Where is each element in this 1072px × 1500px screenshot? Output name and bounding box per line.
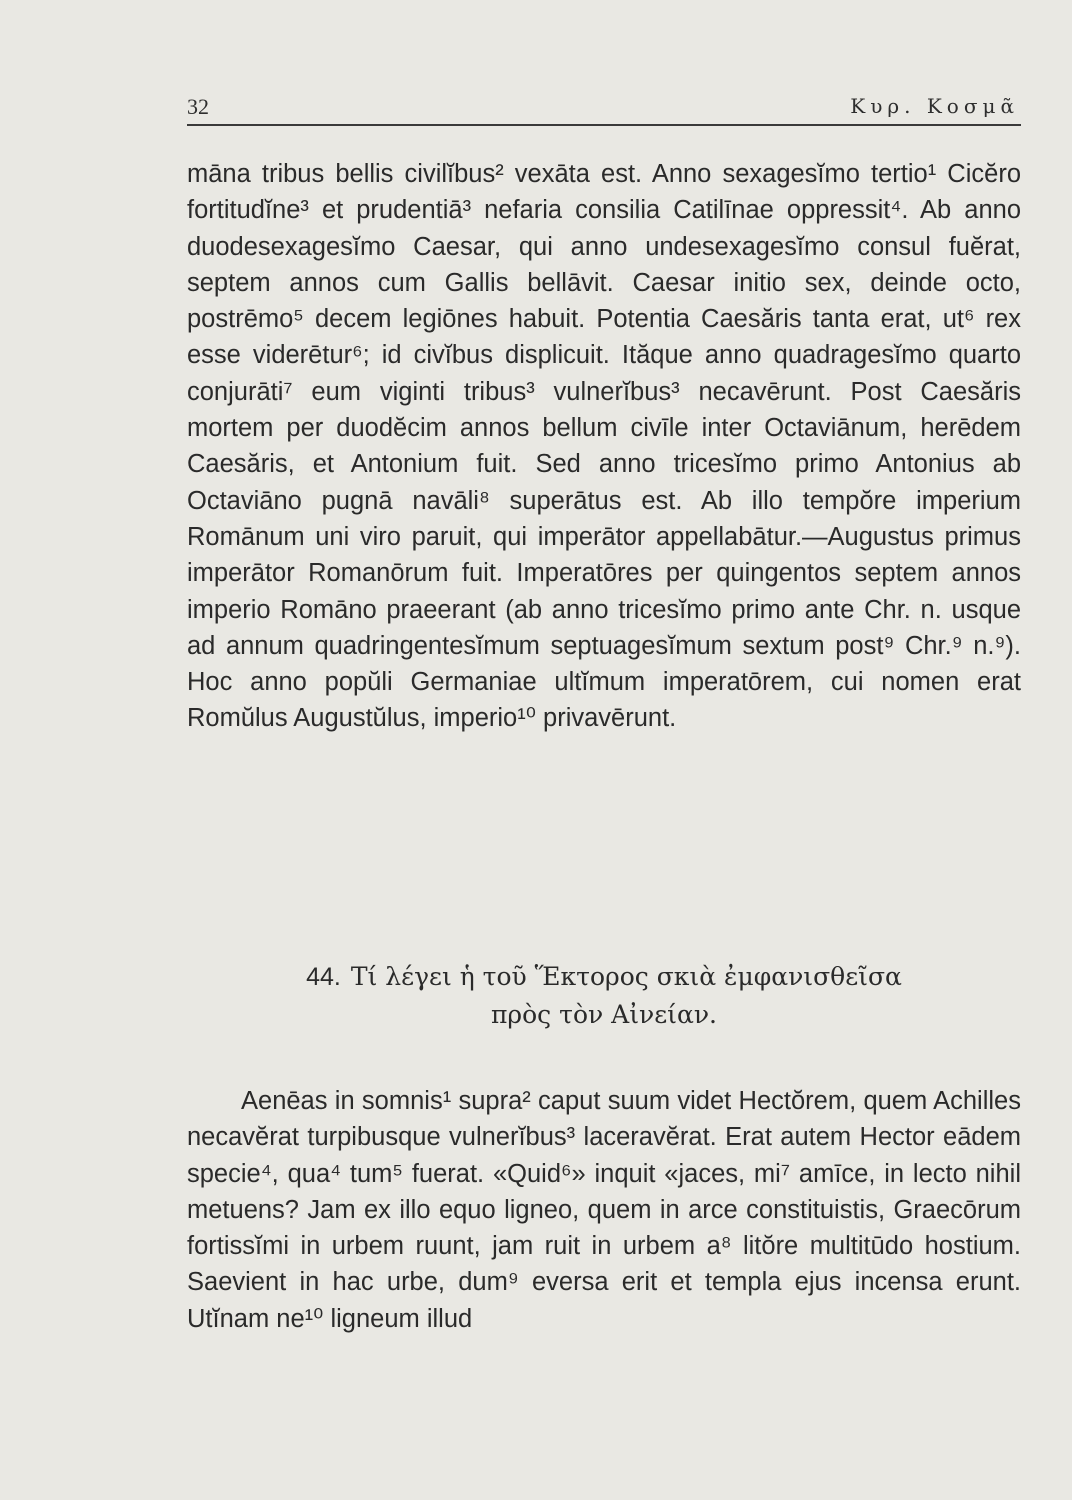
header-rule	[187, 124, 1021, 126]
running-head: Κυρ. Κοσμᾶ	[850, 94, 1019, 118]
section-heading	[187, 958, 1021, 1034]
section-title-line-1	[187, 958, 1021, 996]
main-paragraph: māna tribus bellis civilĭbus² vexāta est. Anno sexagesĭmo tertio¹ Cicĕro fortitudĭne³ et prudentiā³ nefaria consilia Catilīnae oppressit⁴. Ab anno duodesexagesĭmo Caesar, qui anno undesexagesĭmo consul fuĕrat, septem annos cum Gallis bellāvit. Caesar initio sex, deinde octo, postrēmo⁵ decem legiōnes habuit. Potentia Caesăris tanta erat, ut⁶ rex esse viderētur⁶; id civĭbus displicuit. Ităque anno quadragesĭmo quarto conjurāti⁷ eum viginti tribus³ vulnerĭbus³ necavērunt. Post Caesăris mortem per duodĕcim annos bellum civīle inter Octaviānum, herēdem Caesăris, et Antonium fuit. Sed anno tricesĭmo primo Antonius ab Octaviāno pugnā navāli⁸ superātus est. Ab illo tempŏre imperium Romānum uni viro paruit, qui imperātor appellabātur.—Augustus primus imperātor Romanōrum fuit. Imperatōres per quingentos septem annos imperio Romāno praeerant (ab anno tricesĭmo primo ante Chr. n. usque ad annum quadringentesĭmum septuagesĭmum sextum post⁹ Chr.⁹ n.⁹). Hoc anno popŭli Germaniae ultĭmum imperatōrem, cui nomen erat Romŭlus Augustŭlus, imperio¹⁰ privavērunt.	[187, 160, 1021, 733]
page-number: 32	[187, 94, 209, 119]
main-text-block	[187, 156, 1021, 737]
section-paragraph: Aenēas in somnis¹ supra² caput suum videt Hectŏrem, quem Achilles necavĕrat turpibusque vulnerĭbus³ laceravĕrat. Erat autem Hector eādem specie⁴, qua⁴ tum⁵ fuerat. «Quid⁶» inquit «jaces, mi⁷ amīce, in lecto nihil metuens? Jam ex illo equo ligneo, quem in arce constituistis, Graecōrum fortissĭmi in urbem ruunt, jam ruit in urbem a⁸ litŏre multitūdo hostium. Saevient in hac urbe, dum⁹ eversa erit et templa ejus incensa erunt. Utĭnam ne¹⁰ ligneum illud	[187, 1087, 1021, 1333]
section-number: 44.	[306, 963, 341, 991]
section-title-line-2: πρὸς τὸν Αἰνείαν.	[491, 1000, 717, 1029]
section-text-block	[187, 1083, 1021, 1337]
section-title-text: Τί λέγει ἡ τοῦ Ἕκτορος σκιὰ ἐμφανισθεῖσα	[350, 962, 902, 991]
page-header	[187, 94, 1019, 124]
